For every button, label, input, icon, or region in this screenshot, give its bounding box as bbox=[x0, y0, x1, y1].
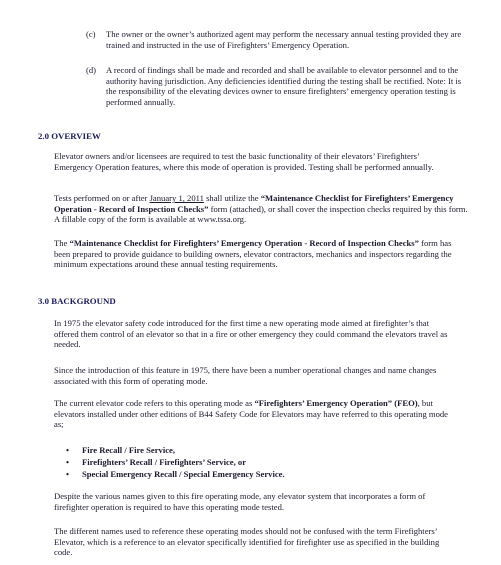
section-heading-overview: 2.0 OVERVIEW bbox=[38, 131, 101, 141]
item-label: (d) bbox=[86, 65, 97, 75]
bullet-icon: • bbox=[66, 445, 70, 455]
checklist-form-title: “Maintenance Checklist for Firefighters’ Emergency Operation - Record of Inspection Checks” bbox=[54, 193, 454, 214]
list-item-d bbox=[86, 65, 471, 107]
overview-paragraph-2 bbox=[54, 193, 469, 225]
bg-p3-text-end: , but elevators installed under other editions of B44 Safety Code for Elevators may have referred to this operating mode as; bbox=[54, 398, 448, 430]
mode-names-list bbox=[66, 444, 466, 480]
item-text: A record of findings shall be made and recorded and shall be available to elevator personnel and to the authority having jurisdiction. Any deficiencies identified during the testing shall be rectified. Note: It is the responsibility of the elevating devices owner to ensure firefighters’ emergency operation testing is performed annually. bbox=[106, 65, 462, 107]
p2-text-mid: shall utilize the bbox=[203, 193, 261, 203]
checklist-form-title-2: “Maintenance Checklist for Firefighters’ Emergency Operation - Record of Inspection Checks” bbox=[69, 238, 419, 248]
feo-term: “Firefighters’ Emergency Operation” (FEO) bbox=[254, 398, 418, 408]
background-paragraph-4: Despite the various names given to this fire operating mode, any elevator system that incorporates a form of firefighter operation is required to have this operating mode tested. bbox=[54, 491, 426, 512]
bullet-text: Firefighters’ Recall / Firefighters’ Service, or bbox=[82, 457, 247, 467]
p2-text-end: form (attached), or shall cover the inspection checks required by this form. A fillable copy of the form is available at www.tssa.org. bbox=[54, 203, 468, 225]
background-paragraph-1: In 1975 the elevator safety code introduced for the first time a new operating mode aimed at firefighter’s that offered them control of an elevator so that in a fire or other emergency they could command the elevators travel as needed. bbox=[54, 318, 448, 350]
bullet-text: Special Emergency Recall / Special Emergency Service. bbox=[82, 469, 285, 479]
item-text: The owner or the owner’s authorized agent may perform the necessary annual testing provided they are trained and instructed in the use of Firefighters’ Emergency Operation. bbox=[106, 29, 462, 50]
p3-text-end: form has been prepared to provide guidance to building owners, elevator contractors, mechanics and inspectors regarding the minimum expectations around these annual testing requirements. bbox=[54, 238, 452, 270]
bullet-icon: • bbox=[66, 457, 70, 467]
bg-p3-text-start: The current elevator code refers to this operating mode as bbox=[54, 398, 255, 408]
list-item bbox=[66, 444, 466, 456]
overview-paragraph-1: Elevator owners and/or licensees are required to test the basic functionality of their elevators’ Firefighters’ Emergency Operation features, where this mode of operation is provided. Testing shall be performed annually. bbox=[54, 151, 434, 172]
bullet-icon: • bbox=[66, 469, 70, 479]
background-paragraph-3 bbox=[54, 398, 459, 430]
p2-text-start: Tests performed on or after bbox=[54, 193, 150, 203]
section-heading-background: 3.0 BACKGROUND bbox=[38, 296, 116, 306]
overview-paragraph-3 bbox=[54, 238, 464, 270]
background-paragraph-2: Since the introduction of this feature in 1975, there have been a number operational changes and name changes associated with this form of operating mode. bbox=[54, 365, 437, 386]
bullet-text: Fire Recall / Fire Service, bbox=[82, 445, 175, 455]
effective-date: January 1, 2011 bbox=[149, 193, 204, 203]
p3-text-start: The bbox=[54, 238, 70, 248]
list-item-c bbox=[86, 29, 471, 50]
list-item bbox=[66, 468, 466, 480]
list-item bbox=[66, 456, 466, 468]
background-paragraph-5: The different names used to reference these operating modes should not be confused with the term Firefighters’ Elevator, which is a reference to an elevator specifically identified for firefighter use as specified in the building code. bbox=[54, 526, 440, 558]
item-label: (c) bbox=[86, 29, 96, 39]
